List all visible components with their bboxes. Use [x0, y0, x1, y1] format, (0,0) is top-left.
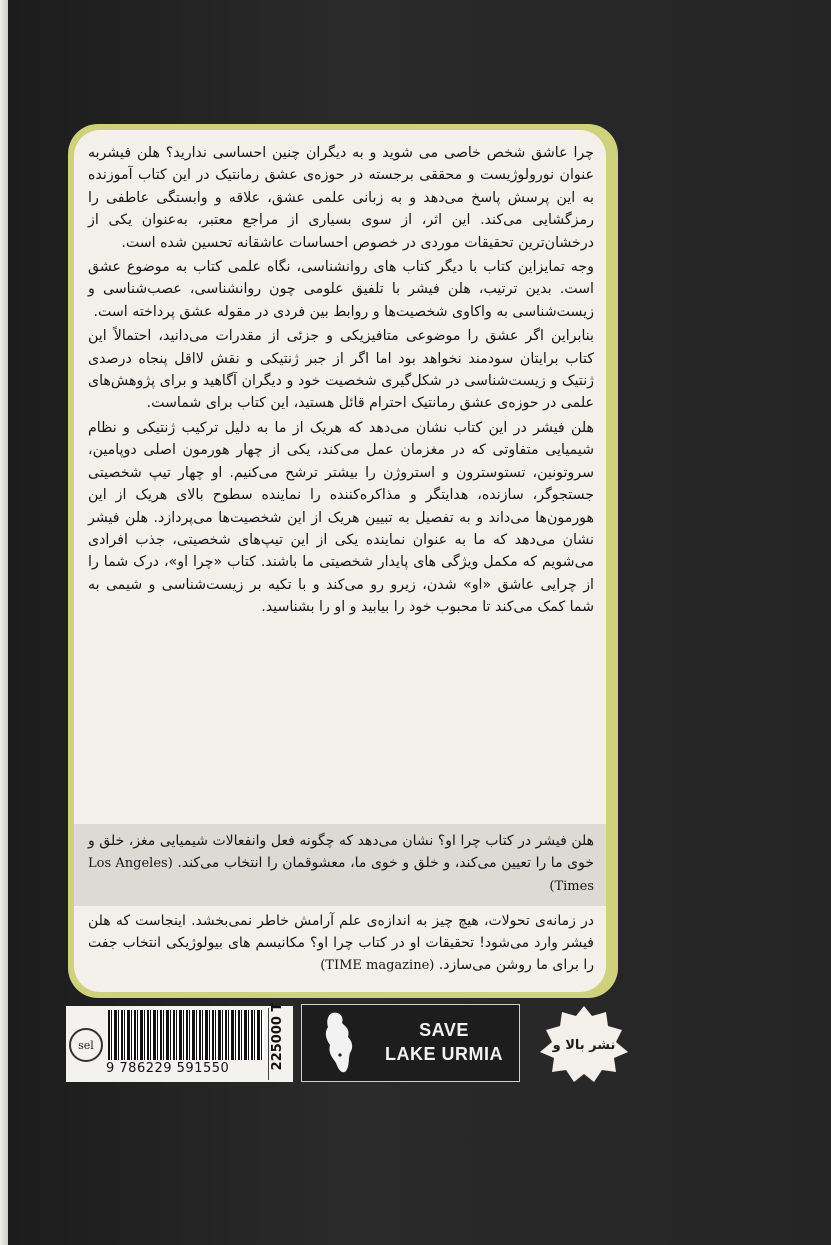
campaign-text [380, 1018, 508, 1066]
save-lake-urmia-badge [301, 1004, 520, 1082]
quote-source: (TIME magazine) [320, 958, 435, 974]
blurb-paragraph: وجه تمایزاین کتاب با دیگر کتاب های روانشناسی، نگاه علمی کتاب به موضوع عشق است. بدین ترتیب، هلن فیشر با تلفیق علومی چون روانشناسی، عصب‌شناسی و زیست‌شناسی به واکاوی شخصیت‌ها و روابط بین فردی در مقوله عشق پرداخته است. [88, 259, 594, 320]
sel-logo-icon: sel [69, 1028, 103, 1062]
blurb-panel-inner [74, 130, 606, 992]
blurb-paragraph: چرا عاشق شخص خاصی می شوید و به دیگران چنین احساسی ندارید؟ هلن فیشربه عنوان نورولوژیست و محققی برجسته در حوزه‌ی عشق رمانتیک در این کتاب آموزنده به این پرسش پاسخ می‌دهد و به زبانی علمی عشق، علاقه و وابستگی عاطفی را رمزگشایی می‌کند. این اثر، از سوی بسیاری از مراجع معتبر، به‌عنوان یکی از درخشان‌ترین تحقیقات موردی در خصوص احساسات عاشقانه تحسین شده است. [88, 145, 594, 251]
price-label-box [268, 1002, 291, 1080]
publisher-logo-icon [536, 1004, 632, 1084]
blurb-paragraph: هلن فیشر در این کتاب نشان می‌دهد که هریک از ما به دلیل ترکیب ژنتیکی و نظام شیمیایی متفاوتی که در مغزمان عمل می‌کند، یکی از چهار هورمون اصلی دوپامین، سروتونین، تستوسترون و استروژن را بیشتر ترشح می‌کنیم. او چهار تیپ شخصیتی جستجوگر، سازنده، هدایتگر و مذاکره‌کننده را نماینده سطوح بالای هریک از این هورمون‌ها می‌داند و به تفصیل به تبیین هریک از این شخصیت‌ها می‌پردازد. هلن فیشر نشان می‌دهد که ما به عنوان نماینده یکی از این تیپ‌های شخصیتی، جذب افرادی می‌شویم که مکمل ویژگی های پایدار شخصیتی ما باشند. کتاب «چرا او»، درک شما را از چرایی عاشق «او» شدن، زیرو رو می‌کند و با تکیه بر زیست‌شناسی و شیمی به شما کمک می‌کند تا محبوب خود را بیابید و او را بشناسید. [88, 419, 594, 616]
barcode-block [66, 1002, 293, 1082]
blurb-paragraph: بنابراین اگر عشق را موضوعی متافیزیکی و جزئی از مقدرات می‌دانید، احتمالاً این کتاب برایتان سودمند نخواهد بود اما اگر از جبر ژنتیکی و نقش لااقل پنجاه درصدی ژنتیک و زیست‌شناسی در شکل‌گیری شخصیت خود و دیگران آگاهید و برای پژوهش‌های علمی در حوزه‌ی عشق رمانتیک احترام قائل هستید، این کتاب برای شماست. [88, 328, 594, 412]
campaign-line: SAVE [419, 1020, 469, 1040]
quote-text: هلن فیشر در کتاب چرا او؟ نشان می‌دهد که چگونه فعل وانفعالات شیمیایی مغز، خلق و خوی ما را تعیین می‌کند، و خلق و خوی ما، معشوقمان را انتخاب می‌کند. [88, 833, 595, 872]
review-quote-la-times [88, 830, 594, 899]
svg-text:نشر بالا و: نشر بالا و [552, 1038, 616, 1053]
lake-urmia-map-icon [310, 1009, 370, 1077]
review-quote-time [88, 910, 594, 978]
barcode-bars [108, 1010, 264, 1060]
isbn-number: 9 786229 591550 [106, 1061, 230, 1076]
blurb-panel [68, 124, 618, 998]
page-edge [0, 0, 8, 1245]
campaign-line: LAKE URMIA [385, 1044, 503, 1064]
quote-source: (Los Angeles Times) [88, 856, 594, 895]
blurb-body [88, 142, 594, 621]
price-label: 225000 T [270, 1002, 285, 1071]
quote-text: در زمانه‌ی تحولات، هیچ چیز به اندازه‌ی علم آرامش خاطر نمی‌بخشد. اینجاست که هلن فیشر وارد می‌شود! تحقیقات او در کتاب چرا او؟ مکانیسم های بیولوژیکی انتخاب جفت را برای ما روشن می‌سازد. [88, 913, 594, 974]
